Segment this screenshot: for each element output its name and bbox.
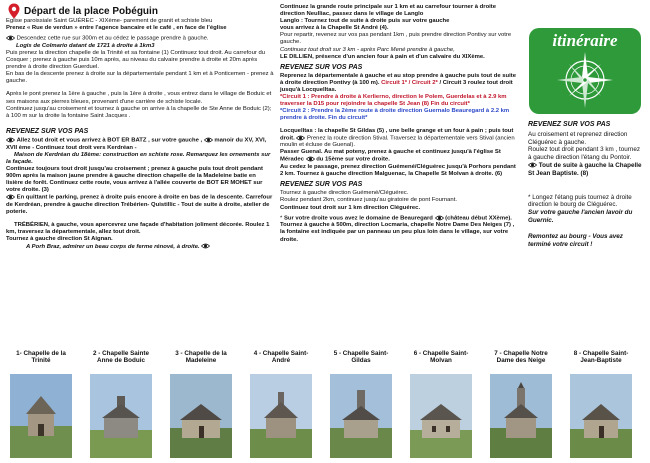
text: Continuez la grande route principale sur 1 km et au carrefour tourner à droite direction Neulliac, passez dans le village de Langlo: [280, 4, 497, 18]
text: (château début XXème).: [445, 215, 512, 222]
section-heading: REVENEZ SUR VOS PAS: [6, 127, 89, 135]
chapel-thumb-6[interactable]: [406, 350, 476, 372]
chapel-photo: [90, 374, 152, 458]
column-left: [6, 18, 274, 254]
compass-rose-icon: [555, 50, 615, 110]
itineraire-badge: [529, 28, 641, 114]
text: Continuez toujours tout droit jusqu'au croisement ; prenez à gauche puis tout droit pendant 900m après la maison jaune prendre à gauche direction chapelle de la Madeleine batie en lisière de forêt. Continuez cette route, vous arrivez à l'allée couverte de BOT ER MOHET sur votre droite. (3): [6, 165, 263, 194]
text: Allez tout droit et vous arrivez à BOT ER BATZ , sur votre gauche ,: [16, 137, 203, 144]
text: Langlo : Tournez tout de suite à droite puis sur votre gauche: [280, 18, 450, 25]
text: Puis prenez la direction chapelle de la Trinité et sa fontaine (1) Continuez tout droit. Au carrefour du Cosquer ; prenez à gauche puis 10m après, au niveau du calvaire prendre à droite et 20m après prendre à droite direction Guerduel.: [6, 49, 266, 71]
chapel-photo: [410, 374, 472, 458]
text: Roulez tout droit pendant 3 km , tournez à gauche direction l'étang du Pontoir.: [528, 146, 641, 162]
chapel-thumb-4[interactable]: [246, 350, 316, 372]
text: Prenez la route direction Stival. Traversez la départementale vers Stival (ancien moulin et écluse de Guenal).: [280, 135, 515, 149]
eye-icon: [296, 135, 305, 141]
text: Eglise paroissiale Saint GUÉREC - XIXème- parement de granit et schiste bleu: [6, 18, 213, 24]
eye-icon: [201, 243, 210, 249]
text: A Porh Braz, admirer un beau corps de ferme rénové, à droite.: [26, 243, 200, 250]
text: Sur votre gauche l'ancien lavoir du Guernic.: [528, 209, 633, 224]
column-middle: Continuez la grande route principale sur 1 km et au carrefour tourner à droite direction Neulliac, passez dans le village de Langlo Langlo : Tournez tout de suite à droite puis sur votre gauche vous arrivez à la Chapelle St André (4). Pour repartir, revenez sur vos pas pendant 1km , puis prendre direction Pontivy sur votre gauche. Continuez tout droit sur 3 km - après Parc Mené prendre à gauche, LE DILLIEN, présence d'un ancien four à pain et d'un calvaire du XIXème. REVENEZ SUR VOS PAS Reprenez la départementale à gauche et au stop prendre à gauche puis tout de suite à droite direction Pontivy (à 100 m). Circuit 1* / Circuit 2* / Circuit 3 roulez tout droit jusqu'à Locquelltas. *Circuit 1 : Prendre à droite à Kerlierno, direction le Polem, Guerdelas et à 2.9 km traverser la D15 pour rejoindre la chapelle St Jean (8) Fin du circuit* *Circuit 2 : Prendre la 2ème route à droite direction Guernalo Beauregard à 2.2 km prendre à droite. Fin du circuit* Locquelltas : la chapelle St Gildas (5) , une belle grange et un four à pain ; puis tout droit. Prenez la route direction Stival. Traversez la départementale vers Stival (ancien moulin et écluse de Guenal). Passer Guenal. Au mat poteny, prenez à gauche et continuez jusqu'à l'église St Méradec du 15ème sur votre droite. Au cedez le passage, prenez direction Guémené/Cléguérec jusqu'à Porhors pendant 2 km. Tournez à gauche direction Malguenac, la Chapelle St Molvan à droite. (6) REVENEZ SUR VOS PAS Tournez à gauche direction Guémené/Cléguérec. Roulez pendant 2km, continuez jusqu'au giratoire de pont Fournant. Continuez tout droit sur 1 km direction Cléguérec. * Sur votre droite vous avez le domaine de Beauregard (château début XXème). Tournez à gauche à 500m, direction Locmaria, chapelle Notre Dame Des Neiges (7) , la fontaine est indiquée par un panneau un peu plus loin dans le village, sur votre droite.: [280, 4, 520, 247]
chapel-photo: [170, 374, 232, 458]
text: LE DILLIEN, présence d'un ancien four à pain et d'un calvaire du XIXème.: [280, 53, 485, 60]
map-pin-icon: [8, 3, 20, 19]
text: Reprenez la départementale à gauche et au stop prendre à gauche puis tout de suite à droite direction Pontivy (à 100 m).: [280, 72, 517, 86]
eye-icon: [6, 35, 15, 41]
text: *Circuit 2 : Prendre la 2ème route à droite direction Guernalo Beauregard à 2.2 km prendre à droite. Fin du circuit*: [280, 108, 510, 122]
thumb-caption: 8 - Chapelle Saint-Jean-Baptiste: [573, 350, 629, 365]
thumb-caption: 4 - Chapelle Saint-André: [253, 350, 309, 365]
text: Continuez jusqu'au croisement et tournez à gauche on arrive à la chapelle de Ste Anne de Boduic (2); à 100 m sur la droite la fontaine Saint Jacques .: [6, 105, 272, 119]
text: Tournez à gauche direction Guémené/Cléguérec.: [280, 190, 409, 197]
eye-icon: [528, 162, 537, 168]
chapel-thumb-8[interactable]: [566, 350, 636, 372]
text: Continuez tout droit sur 1 km direction Cléguérec.: [280, 204, 421, 211]
chapel-thumb-5[interactable]: [326, 350, 396, 372]
chapel-thumb-2[interactable]: [86, 350, 156, 372]
eye-icon: [6, 194, 15, 200]
text: Prenez « Rue de verdun » entre l'agence bancaire et le café , en face de l'église: [6, 25, 227, 32]
thumb-caption: 3 - Chapelle de la Madeleine: [175, 350, 227, 365]
section-heading: REVENEZ SUR VOS PAS: [280, 181, 363, 189]
section-heading: REVENEZ SUR VOS PAS: [528, 121, 611, 128]
text: *Circuit 1 : Prendre à droite à Kerlierno, direction le Polem, Guerdelas et à 2.9 km traverser la D15 pour rejoindre la chapelle St Jean (8) Fin du circuit*: [280, 94, 507, 108]
eye-icon: [6, 137, 15, 143]
text: vous arrivez à la Chapelle St André (4).: [280, 25, 389, 32]
eye-icon: [435, 215, 444, 221]
text: Locquelltas : la chapelle St Gildas (5) , une belle grange et un four à pain ; puis tout droit.: [280, 127, 514, 142]
eye-icon: [306, 156, 315, 162]
text: Tournez à gauche direction St Aignan.: [6, 236, 113, 243]
chapel-photo: [10, 374, 72, 458]
text: Tournez à gauche à 500m, direction Locmaria, chapelle Notre Dame Des Neiges (7) , la fontaine est indiquée par un panneau un peu plus loin dans le village, sur votre droite.: [280, 222, 515, 243]
thumb-caption: 1- Chapelle de la Trinité: [16, 350, 66, 365]
text: Descendez cette rue sur 300m et au cédez le passage prendre à gauche.: [16, 35, 209, 42]
text: Remontez au bourg - Vous avez terminé votre circuit !: [528, 232, 623, 248]
chapel-photo: [490, 374, 552, 458]
chapel-photo: [250, 374, 312, 458]
thumb-caption: 5 - Chapelle Saint-Gildas: [333, 350, 389, 365]
text: Longez l'étang puis tournez à droite direction le bourg de Cléguérec.: [528, 193, 632, 209]
chapel-thumb-1[interactable]: [6, 350, 76, 372]
chapel-thumb-7[interactable]: [486, 350, 556, 372]
text: Circuit 1* / Circuit 2*: [381, 79, 438, 86]
text: Logis de Colmario datant de 1721 à droite à 1km3: [16, 42, 155, 49]
thumb-caption: 6 - Chapelle Saint-Molvan: [413, 350, 469, 365]
text: Continuez tout droit sur 3 km - après Parc Mené prendre à gauche,: [280, 46, 455, 53]
badge-label: itinéraire: [552, 31, 618, 50]
chapel-photo: [330, 374, 392, 458]
text: du 15ème sur votre droite.: [316, 157, 390, 163]
text: manoir du XV, XVI, XVII ème - Continuez tout droit vers Kerdréan -: [6, 137, 267, 151]
chapel-photo: [570, 374, 632, 458]
text: Pour repartir, revenez sur vos pas pendant 1km , puis prendre direction Pontivy sur votre gauche.: [280, 32, 512, 46]
text: TRÉBÉRIEN, à gauche, vous apercevrez une façade d'habitation joliment décorée. Roulez 1 km, traversez la départementale, allez tout droit.: [6, 222, 270, 236]
text: Maison de Kerdréan du 18ème: construction en schiste rose. Remarquez les ornements sur la façade.: [6, 151, 271, 165]
eye-icon: [204, 137, 213, 143]
text: / Circuit 3 roulez tout droit jusqu'à Locquelltas.: [280, 79, 513, 94]
column-right: REVENEZ SUR VOS PAS Au croisement et reprenez direction Cléguérec à gauche. Roulez tout droit pendant 3 km , tournez à gauche direction l'étang du Pontoir. Tout de suite à gauche la Chapelle St Jean Baptiste. (8) * Longez l'étang puis tournez à droite direction le bourg de Cléguérec. Sur votre gauche l'ancien lavoir du Guernic. Remontez au bourg - Vous avez terminé votre circuit !: [528, 118, 644, 251]
text: Passer Guenal. Au mat poteny, prenez à gauche et continuez jusqu'à l'église St Méradec: [280, 149, 501, 163]
text: En quittant le parking, prenez à droite puis encore à droite en bas de la descente. Carrefour de Kerdréan, prendre à gauche direction Trébérien- Quistillic - Tout de suite à droite, atelier de poterie.: [6, 194, 273, 215]
thumb-caption: 2 - Chapelle Sainte Anne de Boduic: [93, 350, 149, 365]
text: Roulez pendant 2km, continuez jusqu'au giratoire de pont Fournant.: [280, 197, 457, 204]
text: Au cedez le passage, prenez direction Guémené/Cléguérec jusqu'à Porhors pendant 2 km. Tournez à gauche direction Malguenac, la Chapelle St Molvan à droite. (6): [280, 164, 516, 178]
thumb-caption: 7 - Chapelle Notre Dame des Neige: [494, 350, 548, 365]
text: Sur votre droite vous avez le domaine de Beauregard: [283, 215, 433, 222]
section-heading: REVENEZ SUR VOS PAS: [280, 63, 363, 71]
text: Après le pont prenez la 1ère à gauche , puis la 1ère à droite , vous entrez dans le village de Boduic et ses maisons aux pierres bleues, provenant d'une carrière de schiste locale.: [6, 91, 272, 105]
chapel-thumbnails: [6, 350, 646, 460]
page-title: Départ de la place Pobéguin: [24, 5, 158, 17]
text: Au croisement et reprenez direction Cléguérec à gauche.: [528, 130, 628, 146]
text: En bas de la descente prenez à droite sur la départementale pendant 1 km et à Ponticemen - prenez à gauche.: [6, 71, 274, 85]
title-bar: [8, 3, 158, 19]
text: Tout de suite à gauche la Chapelle St Jean Baptiste. (8): [528, 161, 642, 177]
chapel-thumb-3[interactable]: [166, 350, 236, 372]
